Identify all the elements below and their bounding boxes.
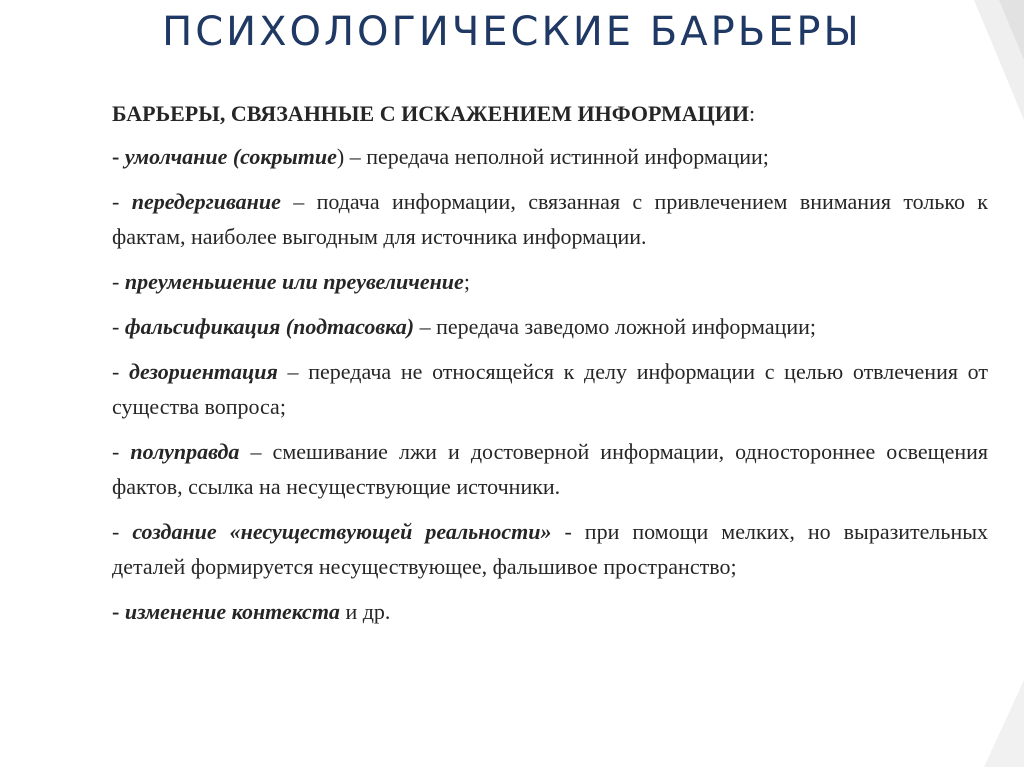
- subheading-suffix: :: [749, 101, 756, 126]
- item-dash: -: [112, 189, 132, 214]
- item-term: умолчание (сокрытие: [124, 144, 337, 169]
- item-dash: -: [112, 359, 130, 384]
- item-term: изменение контекста: [124, 599, 340, 624]
- item-term: полуправда: [130, 439, 240, 464]
- list-item: [112, 434, 988, 504]
- item-term: фальсификация (подтасовка): [124, 314, 415, 339]
- item-dash: -: [112, 144, 125, 169]
- list-item: [112, 514, 988, 584]
- item-text: - при помощи мелких, но выразительных деталей формируется несуществующее, фальшивое пространство;: [112, 519, 989, 579]
- page-title: ПСИХОЛОГИЧЕСКИЕ БАРЬЕРЫ: [162, 9, 862, 55]
- item-term: дезориентация: [129, 359, 278, 384]
- item-dash: -: [112, 269, 125, 294]
- list-item: [112, 264, 988, 299]
- list-item: [112, 184, 988, 254]
- item-text: и др.: [339, 599, 391, 624]
- item-term: передергивание: [131, 189, 281, 214]
- item-dash: -: [112, 519, 133, 544]
- list-item: [112, 309, 988, 344]
- list-item: [112, 594, 988, 629]
- subheading: [112, 96, 988, 131]
- item-text: – передача не относящейся к делу информации с целью отвлечения от существа вопроса;: [112, 359, 988, 419]
- item-text: ) – передача неполной истинной информации;: [336, 144, 769, 169]
- item-text: ;: [463, 269, 470, 294]
- item-text: – передача заведомо ложной информации;: [414, 314, 817, 339]
- list-item: [112, 139, 988, 174]
- item-text: – подача информации, связанная с привлечением внимания только к фактам, наиболее выгодным для источника информации.: [112, 189, 988, 249]
- item-dash: -: [112, 439, 131, 464]
- list-item: [112, 354, 988, 424]
- item-dash: -: [112, 599, 125, 624]
- content-body: [112, 96, 988, 639]
- item-term: преуменьшение или преувеличение: [124, 269, 464, 294]
- item-dash: -: [112, 314, 125, 339]
- subheading-text: БАРЬЕРЫ, СВЯЗАННЫЕ С ИСКАЖЕНИЕМ ИНФОРМАЦИИ: [112, 101, 750, 126]
- item-term: создание «несуществующей реальности»: [132, 519, 552, 544]
- item-text: – смешивание лжи и достоверной информации, одностороннее освещения фактов, ссылка на несуществующие источники.: [112, 439, 989, 499]
